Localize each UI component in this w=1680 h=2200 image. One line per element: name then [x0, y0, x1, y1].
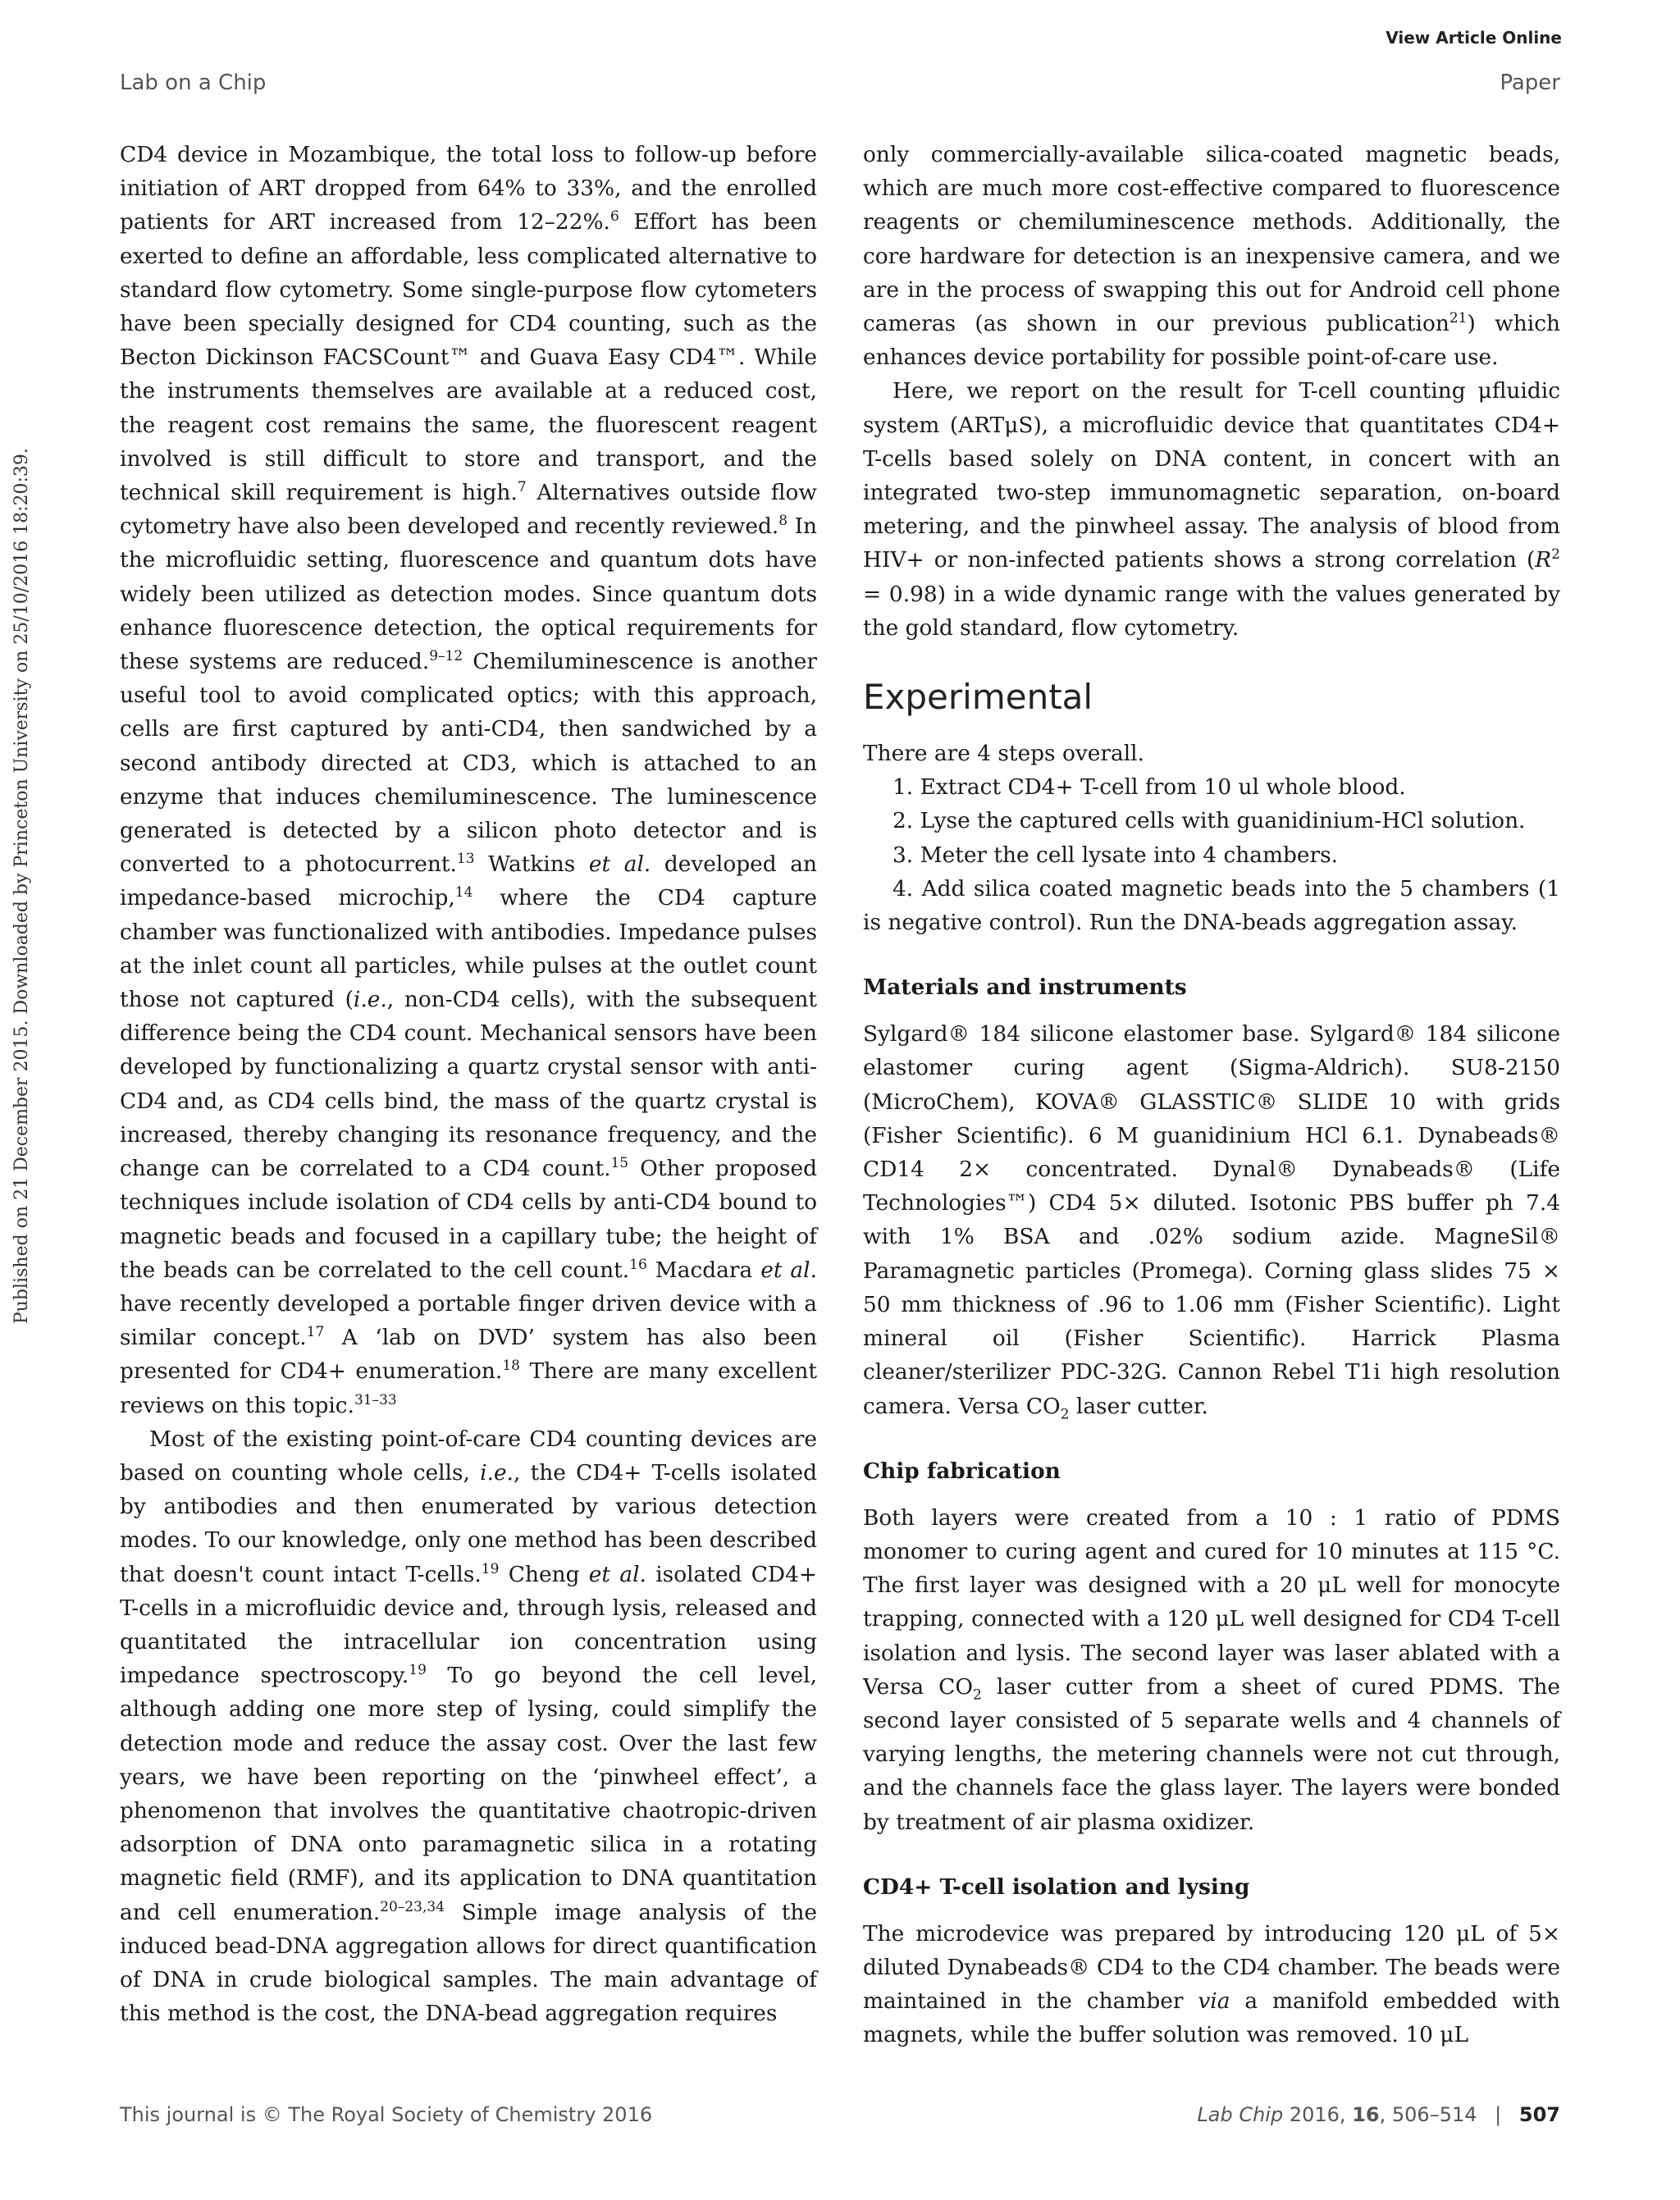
citation: 16 — [629, 1256, 647, 1273]
subsection-heading-isolation: CD4+ T-cell isolation and lysing — [863, 1874, 1250, 1900]
body-paragraph: only commercially-available silica-coated magnetic beads, which are much more cost-effective compared to fluorescence reagents or chemiluminescence methods. Additionally, the core hardware for detection is an inexpensive camera, and we are in the process of swapping this out for Android cell phone cameras (as shown in our previous publication$^{21}$) which enhances device portability for possible point-of-care use. — [863, 142, 1560, 371]
footer-copyright: This journal is © The Royal Society of Chemistry 2016 — [120, 2103, 653, 2126]
section-heading-experimental: Experimental — [863, 677, 1093, 718]
body-paragraph: The microdevice was prepared by introducing 120 μL of 5× diluted Dynabeads® CD4 to the CD4 chamber. The beads were maintained in the chamber via a manifold embedded with magnets, while the buffer solution was removed. 10 μL — [863, 1920, 1561, 2048]
footer-pages: 506–514 — [1391, 2103, 1477, 2126]
list-item: 1. Extract CD4+ T-cell from 10 ul whole blood. — [892, 774, 1406, 801]
citation: 19 — [481, 1560, 500, 1577]
download-stamp: Published on 21 December 2015. Downloaded by Princeton University on 25/10/2016 18:20:39. — [11, 448, 32, 1324]
citation: 15 — [610, 1155, 629, 1172]
view-article-online-link[interactable]: View Article Online — [1386, 28, 1562, 48]
body-paragraph: Most of the existing point-of-care CD4 counting devices are based on counting whole cells, i.e., the CD4+ T-cells isolated by antibodies and then enumerated by various detection modes. To our knowledge, only one method has been described that doesn't count intact T-cells.$^{19}$ Cheng et al. isolated CD4+ T-cells in a microfluidic device and, through lysis, released and quantitated the intracellular ion concentration using impedance spectroscopy.$^{19}$ To go beyond the cell level, although adding one more step of lysing, could simplify the detection mode and reduce the assay cost. Over the last few years, we have been reporting on the ‘pinwheel effect’, a phenomenon that involves the quantitative chaotropic-driven adsorption of DNA onto paramagnetic silica in a rotating magnetic field (RMF), and its application to DNA quantitation and cell enumeration.$^{20-23,34}$ Simple image analysis of the induced bead-DNA aggregation allows for direct quantification of DNA in crude biological samples. The main advantage of this method is the cost, the DNA-bead aggregation requires — [120, 1426, 817, 2027]
footer-volume: 16 — [1352, 2103, 1380, 2126]
left-column — [120, 138, 817, 2030]
citation: 9–12 — [429, 648, 463, 665]
citation: 13 — [456, 851, 475, 868]
citation: 18 — [502, 1358, 520, 1375]
citation: 8 — [778, 513, 788, 530]
list-item: 4. Add silica coated magnetic beads into the 5 chambers (1 is negative control). Run the DNA-beads aggregation assay. — [863, 875, 1560, 936]
list-item: 3. Meter the cell lysate into 4 chambers. — [892, 842, 1339, 868]
footer-year: 2016, — [1289, 2103, 1346, 2126]
footer-citation: Lab Chip 2016, 16, 506–514 | 507 — [1197, 2103, 1560, 2126]
body-paragraph: Sylgard® 184 silicone elastomer base. Sylgard® 184 silicone elastomer curing agent (Sigma-Aldrich). SU8-2150 (MicroChem), KOVA® GLASSTIC® SLIDE 10 with grids (Fisher Scientific). 6 M guanidinium HCl 6.1. Dynabeads® CD14 2× concentrated. Dynal® Dynabeads® (Life Technologies™) CD4 5× diluted. Isotonic PBS buffer ph 7.4 with 1% BSA and .02% sodium azide. MagneSil® Paramagnetic particles (Promega). Corning glass slides 75 × 50 mm thickness of .96 to 1.06 mm (Fisher Scientific). Light mineral oil (Fisher Scientific). Harrick Plasma cleaner/sterilizer PDC-32G. Cannon Rebel T1i high resolution camera. Versa $CO_2$ laser cutter. — [863, 1021, 1560, 1422]
body-paragraph: Both layers were created from a 10 : 1 ratio of PDMS monomer to curing agent and cured for 10 minutes at 115 °C. The first layer was designed with a 20 μL well for monocyte trapping, connected with a 120 μL well designed for CD4 T-cell isolation and lysis. The second layer was laser ablated with a Versa $CO_2$ laser cutter from a sheet of cured PDMS. The second layer consisted of 5 separate wells and 4 channels of varying lengths, the metering channels were not cut through, and the channels face the glass layer. The layers were bonded by treatment of air plasma oxidizer. — [863, 1504, 1560, 1835]
running-header-journal: Lab on a Chip — [120, 71, 267, 95]
citation: 14 — [454, 884, 473, 901]
steps-list — [863, 770, 1560, 939]
page-number: 507 — [1518, 2103, 1560, 2126]
right-column — [863, 138, 1560, 2052]
citation: 20–23,34 — [380, 1898, 445, 1915]
citation: 21 — [1449, 310, 1468, 327]
citation: 31–33 — [354, 1391, 397, 1408]
body-paragraph: Here, we report on the result for T-cell counting μfluidic system (ARTμS), a microfluidic device that quantitates CD4+ T-cells based solely on DNA content, in concert with an integrated two-step immunomagnetic separation, on-board metering, and the pinwheel assay. The analysis of blood from HIV+ or non-infected patients shows a strong correlation $(R^2 = 0.98)$ in a wide dynamic range with the values generated by the gold standard, flow cytometry. — [863, 378, 1560, 641]
subsection-heading-materials: Materials and instruments — [863, 974, 1187, 1001]
subsection-heading-chip-fabrication: Chip fabrication — [863, 1458, 1061, 1484]
body-paragraph: CD4 device in Mozambique, the total loss to follow-up before initiation of ART dropped from 64% to 33%, and the enrolled patients for ART increased from 12–22%.$^6$ Effort has been exerted to define an affordable, less complicated alternative to standard flow cytometry. Some single-purpose flow cytometers have been specially designed for CD4 counting, such as the Becton Dickinson FACSCount™ and Guava Easy CD4™. While the instruments themselves are available at a reduced cost, the reagent cost remains the same, the fluorescent reagent involved is still difficult to store and transport, and the technical skill requirement is high.$^7$ Alternatives outside flow cytometry have also been developed and recently reviewed.$^8$ In the microfluidic setting, fluorescence and quantum dots have widely been utilized as detection modes. Since quantum dots enhance fluorescence detection, the optical requirements for these systems are reduced.$^{9-12}$ Chemiluminescence is another useful tool to avoid complicated optics; with this approach, cells are first captured by anti-CD4, then sandwiched by a second antibody directed at CD3, which is attached to an enzyme that induces chemiluminescence. The luminescence generated is detected by a silicon photo detector and is converted to a photocurrent.$^{13}$ Watkins et al. developed an impedance-based microchip,$^{14}$ where the CD4 capture chamber was functionalized with antibodies. Impedance pulses at the inlet count all particles, while pulses at the outlet count those not captured (i.e., non-CD4 cells), with the subsequent difference being the CD4 count. Mechanical sensors have been developed by functionalizing a quartz crystal sensor with anti-CD4 and, as CD4 cells bind, the mass of the quartz crystal is increased, thereby changing its resonance frequency, and the change can be correlated to a CD4 count.$^{15}$ Other proposed techniques include isolation of CD4 cells by anti-CD4 bound to magnetic beads and focused in a capillary tube; the height of the beads can be correlated to the cell count.$^{16}$ Macdara et al. have recently developed a portable finger driven device with a similar concept.$^{17}$ A ‘lab on DVD’ system has also been presented for CD4+ enumeration.$^{18}$ There are many excellent reviews on this topic.$^{31-33}$ — [120, 142, 818, 1418]
footer-journal-abbrev: Lab Chip — [1197, 2103, 1284, 2126]
citation: 19 — [409, 1662, 427, 1679]
footer-separator: | — [1495, 2103, 1502, 2126]
steps-intro: There are 4 steps overall. — [863, 741, 1145, 767]
citation: 7 — [517, 479, 527, 496]
running-header-section: Paper — [1500, 71, 1560, 95]
list-item: 2. Lyse the captured cells with guanidinium-HCl solution. — [892, 808, 1526, 834]
citation: 6 — [609, 208, 619, 226]
citation: 17 — [306, 1324, 325, 1341]
